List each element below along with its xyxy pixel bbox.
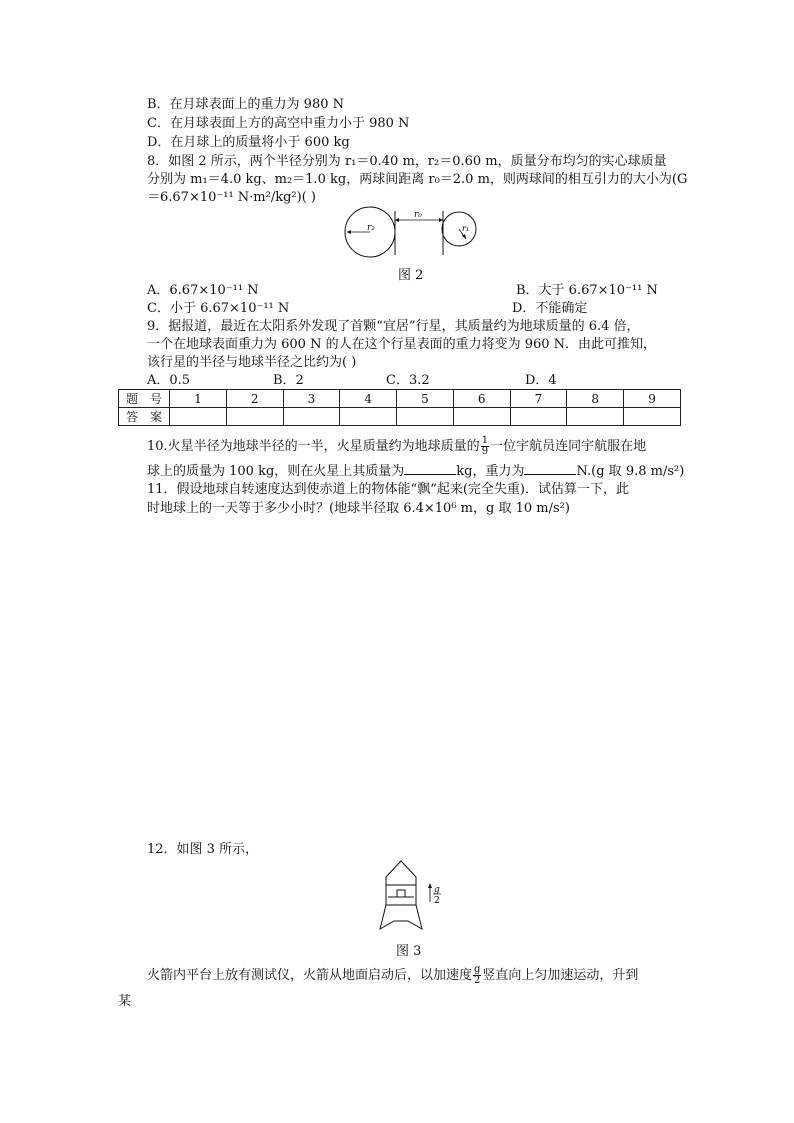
- figure-3-caption: 图 3: [396, 944, 422, 959]
- answer-table-number: 5: [397, 390, 454, 408]
- figure-3-label-denominator: 2: [434, 896, 440, 906]
- q9-stem-line3: 该行星的半径与地球半径之比约为( ): [147, 355, 357, 370]
- answer-table-number: 6: [453, 390, 510, 408]
- figure-2-label-r2: r₂: [367, 223, 375, 233]
- answer-table-answer-row: [119, 408, 681, 426]
- answer-cell[interactable]: [170, 408, 227, 426]
- q10-text-e: N.(g 取 9.8 m/s²): [576, 464, 685, 479]
- answer-table-number: 8: [567, 390, 624, 408]
- answer-cell[interactable]: [397, 408, 454, 426]
- q8-option-a: A．6.67×10⁻¹¹ N: [147, 283, 259, 298]
- q10-text-a: 10.火星半径为地球半径的一半，火星质量约为地球质量的: [147, 439, 480, 454]
- q8-stem-line2: 分别为 m₁＝4.0 kg、m₂＝1.0 kg，两球间距离 r₀＝2.0 m，则两球间的相互引力的大小为(G: [147, 172, 688, 187]
- answer-table-answer-header: 答 案: [119, 408, 170, 426]
- q8-stem-line1: 8．如图 2 所示，两个半径分别为 r₁＝0.40 m，r₂＝0.60 m，质量分布均匀的实心球质量: [147, 154, 667, 169]
- answer-table-number: 3: [283, 390, 340, 408]
- q7-option-b: B．在月球表面上的重力为 980 N: [147, 97, 345, 112]
- q10-text-b: 一位宇航员连同宇航服在地: [490, 439, 647, 454]
- q10-blank-mass[interactable]: [404, 462, 456, 475]
- answer-cell[interactable]: [340, 408, 397, 426]
- q12-stem-line1: 12．如图 3 所示，: [147, 842, 259, 857]
- q8-option-c: C．小于 6.67×10⁻¹¹ N: [147, 301, 290, 316]
- figure-2-label-r0: r₀: [414, 210, 422, 220]
- q10-fraction: [481, 436, 489, 457]
- q12-stem-line2: [147, 965, 638, 986]
- q12-text-a: 火箭内平台上放有测试仪，火箭从地面启动后，以加速度: [147, 968, 473, 983]
- figure-3-label-numerator: g: [434, 885, 440, 895]
- answer-table-number: 2: [226, 390, 283, 408]
- q9-option-d: D．4: [525, 373, 557, 388]
- answer-table-number: 4: [340, 390, 397, 408]
- figure-2-caption: 图 2: [398, 268, 424, 283]
- answer-table-number: 7: [510, 390, 567, 408]
- answer-table-number: 9: [624, 390, 681, 408]
- answer-table-number-header: 题 号: [119, 390, 170, 408]
- answer-cell[interactable]: [283, 408, 340, 426]
- q12-fraction-numerator: g: [474, 964, 481, 975]
- q10-fraction-denominator: 9: [481, 446, 489, 457]
- q8-option-b: B．大于 6.67×10⁻¹¹ N: [516, 283, 658, 298]
- answer-cell[interactable]: [567, 408, 624, 426]
- q10-stem-line1: [147, 436, 646, 457]
- q7-option-c: C．在月球表面上方的高空中重力小于 980 N: [147, 116, 410, 131]
- answer-table: [118, 389, 681, 426]
- q9-stem-line2: 一个在地球表面重力为 600 N 的人在这个行星表面的重力将变为 960 N．由此可推知，: [147, 337, 657, 352]
- q8-stem-line3: ＝6.67×10⁻¹¹ N·m²/kg²)( ): [147, 190, 316, 205]
- q10-text-d: kg，重力为: [456, 464, 525, 479]
- q9-option-c: C．3.2: [386, 373, 430, 388]
- answer-cell[interactable]: [226, 408, 283, 426]
- q12-fraction: [473, 965, 481, 986]
- figure-2-two-spheres: [340, 203, 490, 263]
- q12-fraction-denominator: 2: [474, 975, 481, 986]
- q9-option-b: B．2: [273, 373, 304, 388]
- q8-option-d: D．不能确定: [512, 301, 588, 316]
- answer-cell[interactable]: [510, 408, 567, 426]
- q9-option-a: A．0.5: [147, 373, 191, 388]
- answer-table-number-row: [119, 390, 681, 408]
- figure-2-label-r1: r₁: [462, 224, 470, 233]
- q10-fraction-numerator: 1: [481, 435, 489, 446]
- q11-stem-line2: 时地球上的一天等于多少小时？(地球半径取 6.4×10⁶ m，g 取 10 m/s²): [147, 501, 570, 516]
- q12-text-b: 竖直向上匀加速运动，升到: [482, 968, 639, 983]
- q10-stem-line2: [147, 462, 684, 480]
- q7-option-d: D．在月球上的质量将小于 600 kg: [147, 135, 350, 150]
- answer-table-number: 1: [170, 390, 227, 408]
- q12-stem-line3: 某: [118, 994, 132, 1009]
- q9-stem-line1: 9．据报道，最近在太阳系外发现了首颗“宜居”行星，其质量约为地球质量的 6.4 倍，: [147, 319, 640, 334]
- q11-stem-line1: 11．假设地球自转速度达到使赤道上的物体能“飘”起来(完全失重)．试估算一下，此: [147, 482, 629, 497]
- answer-cell[interactable]: [453, 408, 510, 426]
- figure-3-rocket: [378, 857, 448, 937]
- answer-cell[interactable]: [624, 408, 681, 426]
- q10-text-c: 球上的质量为 100 kg，则在火星上其质量为: [147, 464, 405, 479]
- q10-blank-weight[interactable]: [524, 462, 576, 475]
